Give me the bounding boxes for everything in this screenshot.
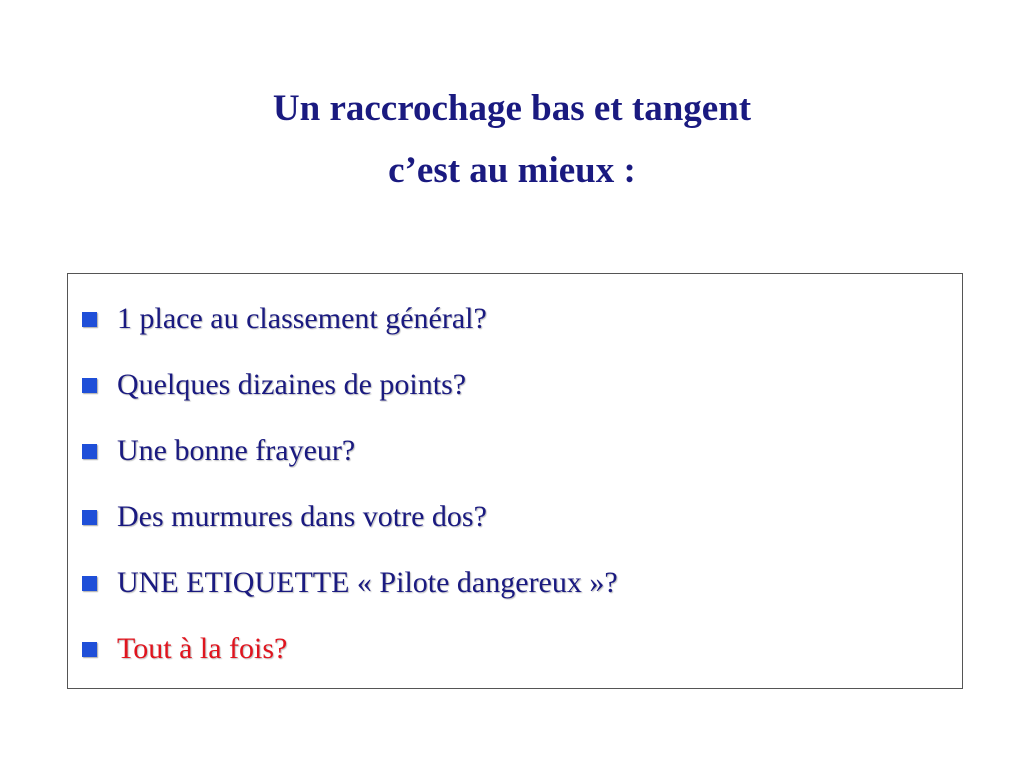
- bullet-text: 1 place au classement général?: [117, 302, 487, 335]
- list-item: [82, 286, 618, 352]
- bullet-text: Des murmures dans votre dos?: [117, 500, 487, 533]
- list-item: [82, 418, 618, 484]
- list-item: [82, 616, 618, 682]
- square-bullet-icon: [82, 576, 97, 591]
- slide-title-line-1: Un raccrochage bas et tangent: [272, 88, 752, 129]
- square-bullet-icon: [82, 642, 97, 657]
- square-bullet-icon: [82, 378, 97, 393]
- square-bullet-icon: [82, 510, 97, 525]
- list-item: [82, 484, 618, 550]
- bullet-text: Une bonne frayeur?: [117, 434, 356, 467]
- square-bullet-icon: [82, 444, 97, 459]
- bullet-list: [82, 286, 618, 682]
- content-box: [67, 273, 963, 689]
- square-bullet-icon: [82, 312, 97, 327]
- bullet-text: UNE ETIQUETTE « Pilote dangereux »?: [117, 566, 618, 599]
- list-item: [82, 352, 618, 418]
- slide-title: [0, 78, 1024, 202]
- bullet-text: Tout à la fois?: [117, 632, 288, 665]
- slide-title-line-2: c’est au mieux :: [388, 150, 636, 191]
- bullet-text: Quelques dizaines de points?: [117, 368, 467, 401]
- list-item: [82, 550, 618, 616]
